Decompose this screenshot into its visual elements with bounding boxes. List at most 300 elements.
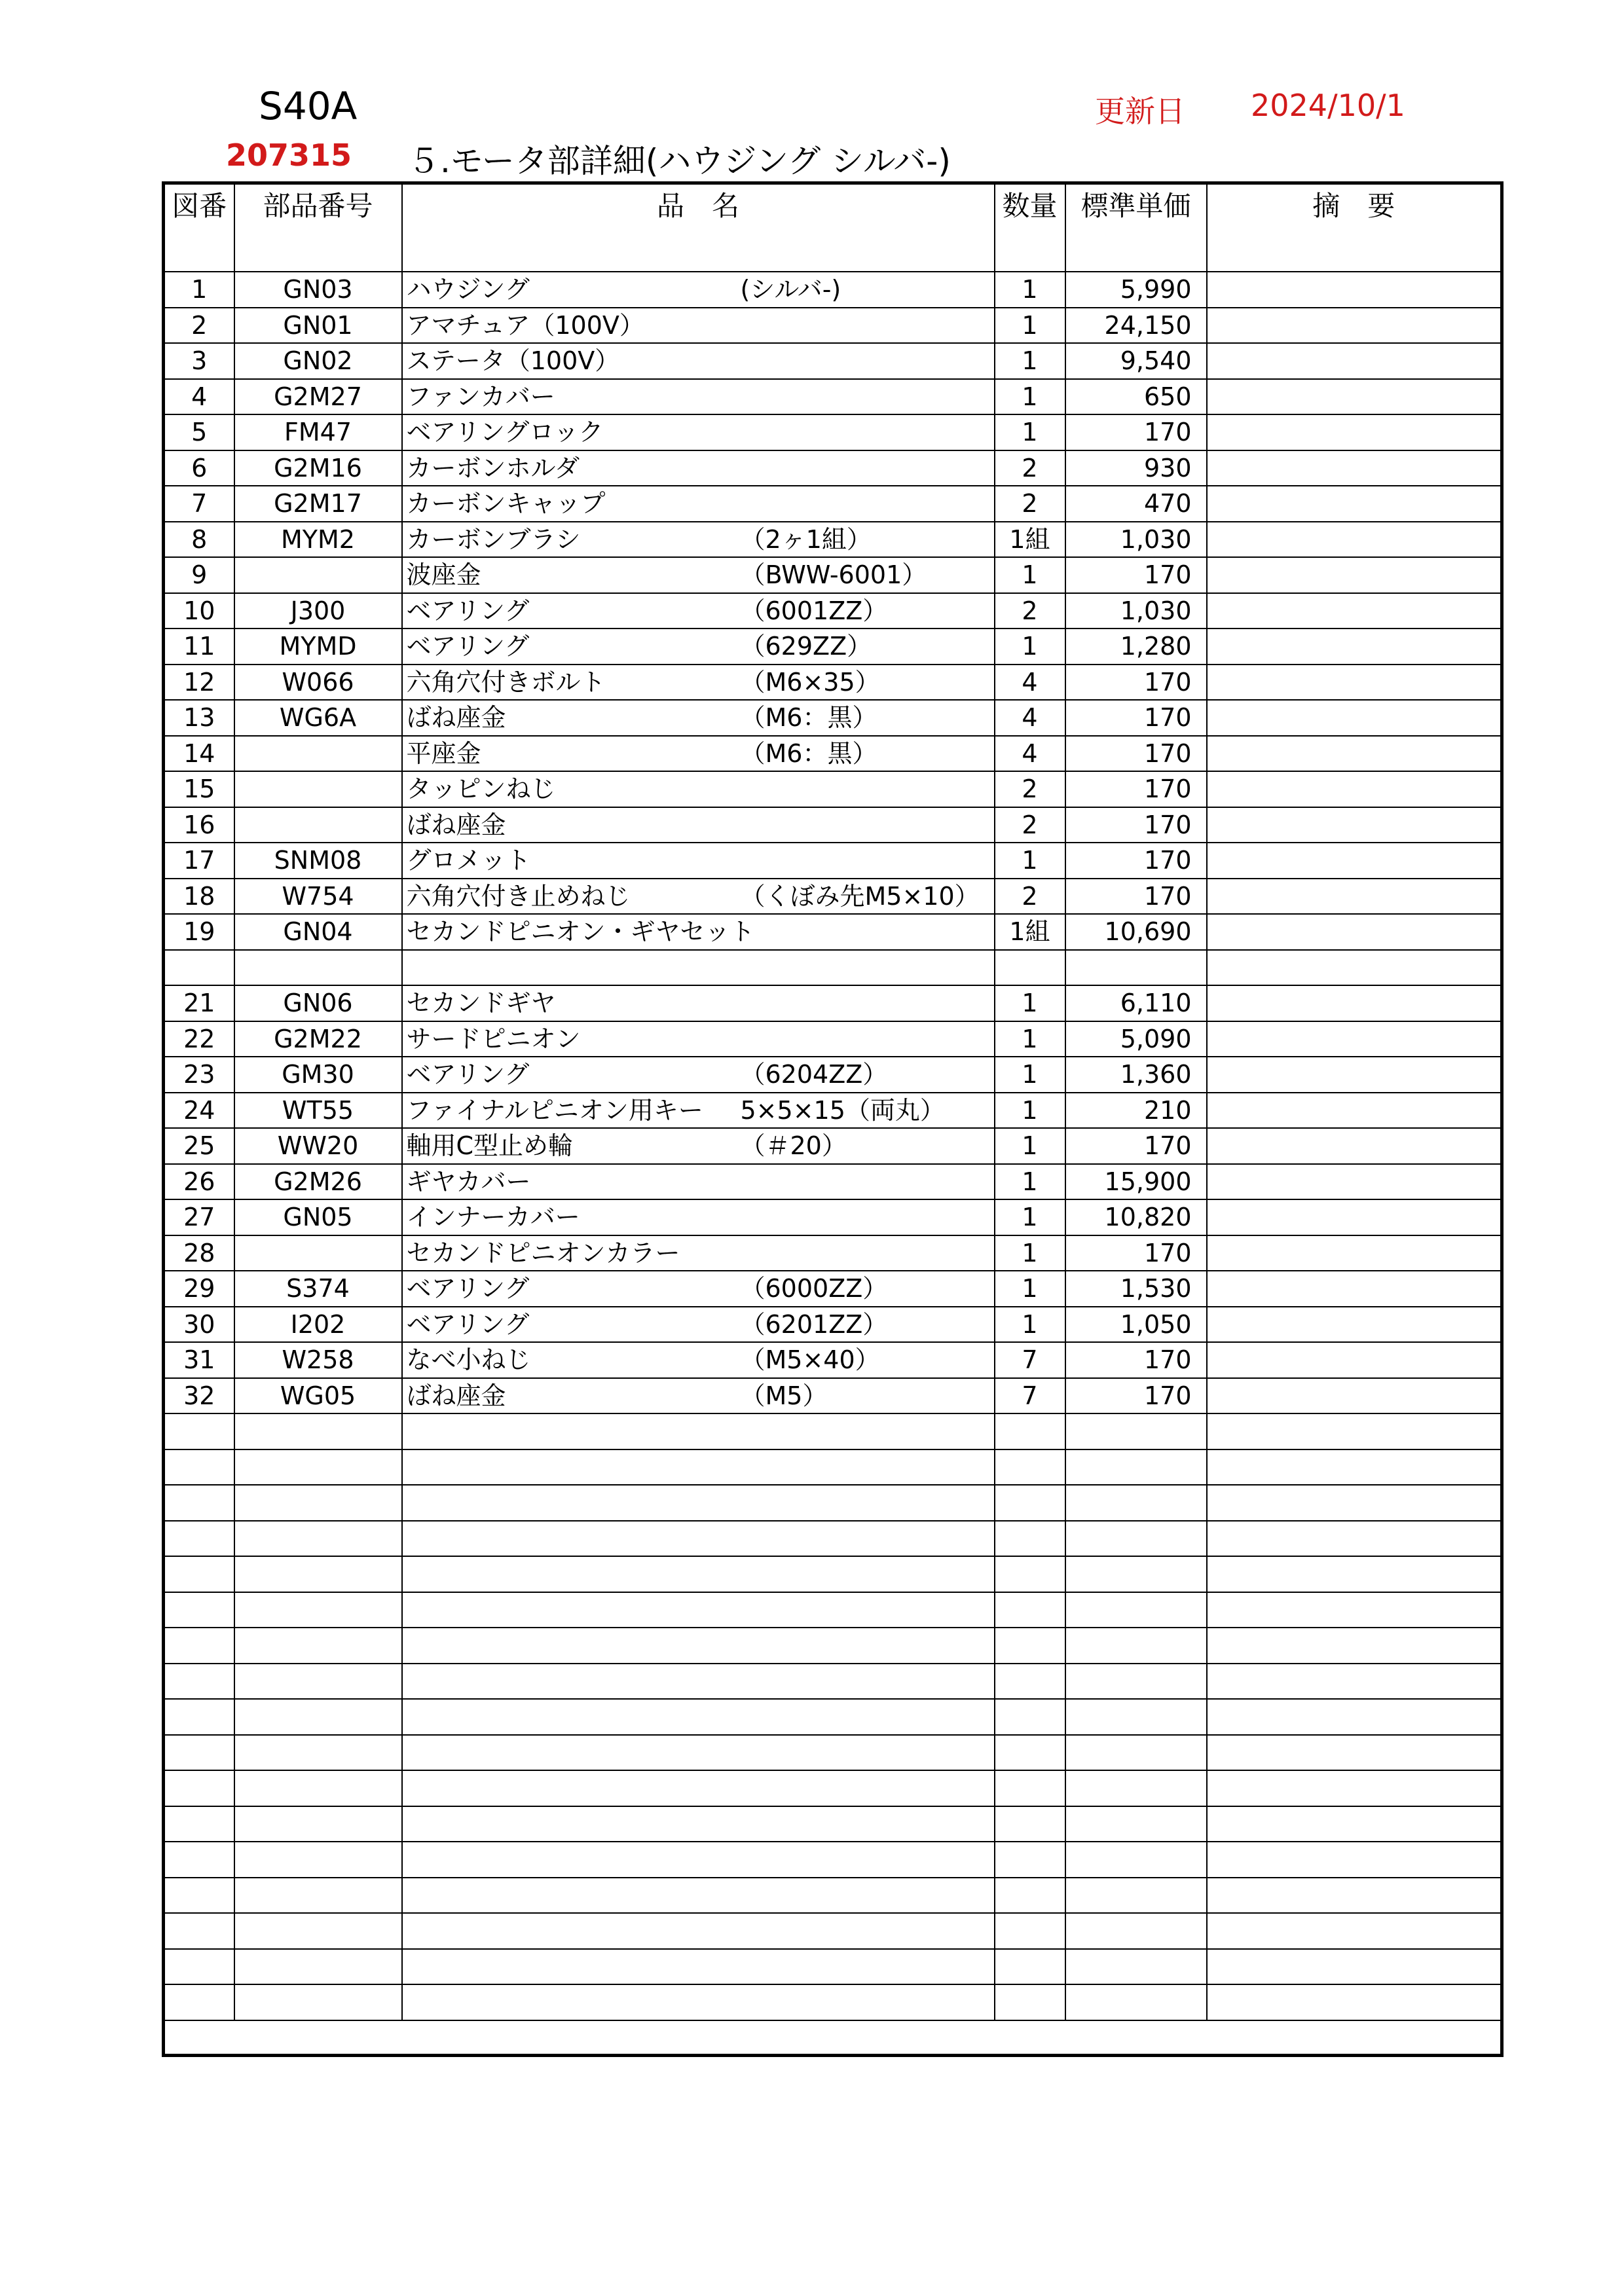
cell-note: [1207, 1913, 1502, 1949]
cell-price: 170: [1065, 1342, 1207, 1378]
part-name-text: アマチュア（100V）: [406, 310, 644, 340]
cell-price: 5,090: [1065, 1021, 1207, 1057]
part-name-text: なべ小ねじ: [406, 1345, 531, 1375]
cell-qty: 1: [995, 1235, 1065, 1271]
part-spec-text: （2ヶ1組）: [740, 524, 872, 554]
cell-note: [1207, 1842, 1502, 1878]
table-row: [164, 1378, 1502, 1414]
updated-date: 2024/10/1: [1251, 88, 1405, 123]
cell-price: [1065, 1949, 1207, 1985]
cell-note: [1207, 736, 1502, 772]
cell-price: [1065, 1699, 1207, 1735]
cell-qty: 1: [995, 1307, 1065, 1343]
table-row: [164, 700, 1502, 736]
cell-fig: [164, 1770, 234, 1806]
cell-part-name: [402, 736, 995, 772]
table-row: [164, 1199, 1502, 1235]
cell-fig: [164, 1913, 234, 1949]
cell-note: [1207, 1449, 1502, 1485]
part-name-text: ハウジング: [406, 275, 530, 304]
cell-part-name: [402, 1735, 995, 1771]
cell-part-name: [402, 1806, 995, 1842]
cell-part-name: [402, 1021, 995, 1057]
cell-fig: 14: [164, 736, 234, 772]
part-spec-text: 5×5×15（両丸）: [740, 1095, 945, 1125]
cell-qty: 1: [995, 343, 1065, 379]
part-name-text: ばね座金: [406, 1381, 506, 1410]
cell-part-name: [402, 414, 995, 450]
cell-price: 170: [1065, 1128, 1207, 1164]
cell-fig: [164, 1449, 234, 1485]
cell-qty: [995, 1628, 1065, 1664]
cell-price: 1,530: [1065, 1271, 1207, 1307]
cell-qty: 1: [995, 985, 1065, 1021]
cell-fig: 10: [164, 593, 234, 629]
part-name-text: ステータ（100V）: [406, 346, 620, 376]
cell-qty: 1: [995, 308, 1065, 344]
cell-part-code: S374: [234, 1271, 402, 1307]
cell-fig: 29: [164, 1271, 234, 1307]
cell-part-code: WG05: [234, 1378, 402, 1414]
cell-note: [1207, 414, 1502, 450]
part-spec-text: （6201ZZ）: [740, 1309, 888, 1339]
cell-part-code: [234, 1984, 402, 2020]
cell-price: 6,110: [1065, 985, 1207, 1021]
table-row: [164, 1806, 1502, 1842]
cell-qty: 1: [995, 1164, 1065, 1200]
cell-part-name: [402, 665, 995, 701]
cell-fig: 9: [164, 557, 234, 593]
table-row: [164, 771, 1502, 807]
table-row: [164, 1342, 1502, 1378]
cell-part-code: WT55: [234, 1093, 402, 1129]
cell-part-name: [402, 1628, 995, 1664]
cell-part-code: J300: [234, 593, 402, 629]
column-header-price: 標準単価: [1065, 183, 1207, 272]
cell-price: 930: [1065, 450, 1207, 486]
cell-part-code: G2M16: [234, 450, 402, 486]
cell-note: [1207, 1592, 1502, 1628]
cell-note: [1207, 1342, 1502, 1378]
cell-price: [1065, 950, 1207, 986]
part-name-text: 六角穴付き止めねじ: [406, 881, 631, 911]
cell-price: [1065, 1878, 1207, 1914]
cell-note: [1207, 1878, 1502, 1914]
table-row: [164, 557, 1502, 593]
table-row: [164, 593, 1502, 629]
part-name-text: ギヤカバー: [406, 1167, 531, 1196]
table-header-row: [164, 183, 1502, 272]
cell-part-code: GN06: [234, 985, 402, 1021]
cell-part-code: SNM08: [234, 843, 402, 879]
cell-qty: 1: [995, 557, 1065, 593]
part-name-text: 平座金: [406, 738, 481, 768]
cell-part-code: [234, 1913, 402, 1949]
cell-part-name: [402, 1556, 995, 1592]
cell-part-code: GN04: [234, 914, 402, 950]
cell-part-code: [234, 557, 402, 593]
cell-qty: 1: [995, 379, 1065, 415]
cell-qty: 1: [995, 1021, 1065, 1057]
cell-note: [1207, 1556, 1502, 1592]
cell-fig: 3: [164, 343, 234, 379]
column-header-fig: 図番: [164, 183, 234, 272]
cell-note: [1207, 593, 1502, 629]
cell-qty: 1: [995, 1128, 1065, 1164]
cell-qty: 4: [995, 665, 1065, 701]
cell-qty: 2: [995, 879, 1065, 915]
table-row: [164, 379, 1502, 415]
cell-part-code: [234, 1664, 402, 1700]
table-row: [164, 950, 1502, 986]
cell-price: 170: [1065, 843, 1207, 879]
cell-part-name: [402, 1664, 995, 1700]
cell-qty: 2: [995, 771, 1065, 807]
cell-part-name: [402, 1271, 995, 1307]
part-name-text: ばね座金: [406, 703, 506, 733]
cell-price: 1,360: [1065, 1057, 1207, 1093]
part-spec-text: （M6：黒）: [740, 703, 877, 733]
table-row: [164, 1235, 1502, 1271]
table-row: [164, 414, 1502, 450]
part-spec-text: (シルバ-): [740, 275, 841, 304]
cell-qty: 1: [995, 414, 1065, 450]
cell-price: 170: [1065, 771, 1207, 807]
cell-part-name: [402, 700, 995, 736]
cell-part-code: GN02: [234, 343, 402, 379]
part-name-text: カーボンホルダ: [406, 453, 580, 483]
table-row: [164, 1413, 1502, 1449]
cell-qty: [995, 1556, 1065, 1592]
cell-fig: 30: [164, 1307, 234, 1343]
table-row: [164, 1913, 1502, 1949]
part-name-text: グロメット: [406, 846, 531, 875]
cell-note: [1207, 1271, 1502, 1307]
cell-part-code: G2M27: [234, 379, 402, 415]
cell-price: 170: [1065, 879, 1207, 915]
table-row: [164, 1556, 1502, 1592]
cell-note: [1207, 1984, 1502, 2020]
cell-note: [1207, 1378, 1502, 1414]
cell-price: [1065, 1413, 1207, 1449]
cell-fig: [164, 1521, 234, 1557]
part-name-text: 六角穴付きボルト: [406, 667, 606, 697]
cell-note: [1207, 1164, 1502, 1200]
cell-note: [1207, 1664, 1502, 1700]
cell-part-name: [402, 1342, 995, 1378]
table-row: [164, 1485, 1502, 1521]
part-spec-text: （くぼみ先M5×10）: [740, 881, 980, 911]
cell-part-code: [234, 1592, 402, 1628]
table-row: [164, 807, 1502, 843]
part-spec-text: （629ZZ）: [740, 632, 872, 661]
cell-part-code: [234, 1735, 402, 1771]
cell-part-name: [402, 985, 995, 1021]
cell-qty: [995, 1806, 1065, 1842]
cell-fig: [164, 1842, 234, 1878]
cell-part-name: [402, 1699, 995, 1735]
part-name-text: ファイナルピニオン用キー: [406, 1095, 703, 1125]
cell-price: 170: [1065, 1235, 1207, 1271]
cell-fig: [164, 1735, 234, 1771]
cell-fig: 17: [164, 843, 234, 879]
cell-note: [1207, 1413, 1502, 1449]
cell-part-name: [402, 1521, 995, 1557]
cell-price: [1065, 1664, 1207, 1700]
cell-part-name: [402, 308, 995, 344]
column-header-name: 品 名: [402, 183, 995, 272]
part-spec-text: （6001ZZ）: [740, 596, 888, 625]
cell-part-code: [234, 1556, 402, 1592]
cell-fig: [164, 1984, 234, 2020]
cell-part-name: [402, 1449, 995, 1485]
cell-note: [1207, 1485, 1502, 1521]
cell-part-code: [234, 1449, 402, 1485]
table-row: [164, 1628, 1502, 1664]
part-name-text: ベアリング: [406, 1309, 530, 1339]
cell-qty: [995, 1699, 1065, 1735]
part-name-text: 波座金: [406, 560, 481, 590]
cell-fig: 11: [164, 629, 234, 665]
cell-fig: [164, 1628, 234, 1664]
cell-part-name: [402, 950, 995, 986]
cell-note: [1207, 486, 1502, 522]
table-row: [164, 914, 1502, 950]
cell-fig: [164, 1878, 234, 1914]
cell-qty: [995, 1913, 1065, 1949]
cell-note: [1207, 629, 1502, 665]
cell-note: [1207, 1307, 1502, 1343]
cell-qty: [995, 950, 1065, 986]
part-spec-text: （＃20）: [740, 1131, 847, 1161]
cell-fig: 13: [164, 700, 234, 736]
cell-note: [1207, 1199, 1502, 1235]
cell-fig: 19: [164, 914, 234, 950]
part-name-text: セカンドピニオンカラー: [406, 1238, 680, 1267]
cell-fig: 28: [164, 1235, 234, 1271]
cell-fig: [164, 1413, 234, 1449]
cell-part-name: [402, 1984, 995, 2020]
cell-part-code: I202: [234, 1307, 402, 1343]
cell-fig: 8: [164, 522, 234, 558]
cell-price: 170: [1065, 414, 1207, 450]
table-row: [164, 1164, 1502, 1200]
cell-part-code: [234, 807, 402, 843]
cell-part-name: [402, 379, 995, 415]
cell-fig: 5: [164, 414, 234, 450]
part-spec-text: （M5）: [740, 1381, 828, 1410]
cell-qty: [995, 1984, 1065, 2020]
table-row: [164, 343, 1502, 379]
cell-qty: 1: [995, 1199, 1065, 1235]
cell-note: [1207, 272, 1502, 308]
cell-part-code: [234, 1878, 402, 1914]
column-header-code: 部品番号: [234, 183, 402, 272]
part-name-text: ばね座金: [406, 810, 506, 839]
cell-price: 5,990: [1065, 272, 1207, 308]
cell-price: 1,050: [1065, 1307, 1207, 1343]
cell-price: 1,030: [1065, 522, 1207, 558]
cell-qty: 7: [995, 1378, 1065, 1414]
cell-part-name: [402, 1307, 995, 1343]
cell-fig: [164, 1949, 234, 1985]
cell-fig: [164, 1699, 234, 1735]
cell-qty: 4: [995, 700, 1065, 736]
cell-qty: 1: [995, 843, 1065, 879]
cell-note: [1207, 557, 1502, 593]
cell-qty: 1組: [995, 522, 1065, 558]
cell-fig: 32: [164, 1378, 234, 1414]
cell-price: 24,150: [1065, 308, 1207, 344]
part-spec-text: （6204ZZ）: [740, 1060, 888, 1089]
cell-part-name: [402, 522, 995, 558]
table-row: [164, 1770, 1502, 1806]
cell-price: 170: [1065, 807, 1207, 843]
updated-label: 更新日: [1095, 94, 1185, 129]
cell-price: 170: [1065, 736, 1207, 772]
part-spec-text: （M5×40）: [740, 1345, 880, 1375]
table-row: [164, 1984, 1502, 2020]
table-row: [164, 736, 1502, 772]
cell-note: [1207, 950, 1502, 986]
cell-qty: [995, 1949, 1065, 1985]
cell-note: [1207, 879, 1502, 915]
cell-part-name: [402, 1057, 995, 1093]
part-spec-text: （6000ZZ）: [740, 1274, 888, 1303]
table-row: [164, 1699, 1502, 1735]
cell-qty: 2: [995, 593, 1065, 629]
table-row: [164, 1735, 1502, 1771]
table-row: [164, 272, 1502, 308]
table-row: [164, 629, 1502, 665]
cell-part-name: [402, 807, 995, 843]
part-name-text: サードピニオン: [406, 1024, 581, 1053]
cell-price: [1065, 1556, 1207, 1592]
cell-part-name: [402, 1770, 995, 1806]
cell-price: [1065, 1521, 1207, 1557]
part-name-text: ベアリング: [406, 596, 530, 625]
cell-part-code: W066: [234, 665, 402, 701]
cell-note: [1207, 1949, 1502, 1985]
cell-qty: 1組: [995, 914, 1065, 950]
column-header-qty: 数量: [995, 183, 1065, 272]
table-row: [164, 1842, 1502, 1878]
cell-note: [1207, 771, 1502, 807]
cell-part-code: [234, 736, 402, 772]
cell-part-name: [402, 1128, 995, 1164]
cell-qty: [995, 1664, 1065, 1700]
cell-note: [1207, 1521, 1502, 1557]
cell-fig: 12: [164, 665, 234, 701]
cell-fig: 4: [164, 379, 234, 415]
cell-part-name: [402, 1378, 995, 1414]
cell-note: [1207, 1806, 1502, 1842]
part-spec-text: （M6：黒）: [740, 738, 877, 768]
part-spec-text: （M6×35）: [740, 667, 880, 697]
part-name-text: インナーカバー: [406, 1203, 580, 1232]
table-row: [164, 1949, 1502, 1985]
cell-part-name: [402, 1842, 995, 1878]
cell-price: 9,540: [1065, 343, 1207, 379]
cell-part-name: [402, 1199, 995, 1235]
part-name-text: セカンドピニオン・ギヤセット: [406, 917, 755, 947]
cell-part-name: [402, 343, 995, 379]
cell-price: [1065, 1842, 1207, 1878]
table-row: [164, 522, 1502, 558]
cell-price: 170: [1065, 557, 1207, 593]
cell-qty: [995, 1413, 1065, 1449]
cell-price: 170: [1065, 1378, 1207, 1414]
cell-note: [1207, 379, 1502, 415]
cell-price: [1065, 1735, 1207, 1771]
cell-part-code: [234, 1806, 402, 1842]
table-row: [164, 1057, 1502, 1093]
cell-part-code: G2M26: [234, 1164, 402, 1200]
cell-fig: 2: [164, 308, 234, 344]
cell-note: [1207, 985, 1502, 1021]
cell-part-code: GM30: [234, 1057, 402, 1093]
cell-fig: [164, 1485, 234, 1521]
cell-part-code: G2M17: [234, 486, 402, 522]
cell-price: 470: [1065, 486, 1207, 522]
cell-price: 1,030: [1065, 593, 1207, 629]
cell-note: [1207, 1628, 1502, 1664]
cell-qty: [995, 1842, 1065, 1878]
cell-note: [1207, 522, 1502, 558]
cell-part-name: [402, 843, 995, 879]
cell-fig: [164, 1664, 234, 1700]
cell-part-code: MYM2: [234, 522, 402, 558]
cell-part-name: [402, 1913, 995, 1949]
cell-price: [1065, 1485, 1207, 1521]
cell-fig: 31: [164, 1342, 234, 1378]
part-name-text: ベアリング: [406, 1274, 530, 1303]
cell-fig: 27: [164, 1199, 234, 1235]
cell-qty: 4: [995, 736, 1065, 772]
cell-qty: 1: [995, 1093, 1065, 1129]
cell-part-name: [402, 1235, 995, 1271]
cell-qty: [995, 1485, 1065, 1521]
cell-price: 170: [1065, 665, 1207, 701]
cell-note: [1207, 807, 1502, 843]
cell-qty: [995, 1735, 1065, 1771]
cell-part-code: G2M22: [234, 1021, 402, 1057]
part-name-text: セカンドギヤ: [406, 989, 556, 1018]
footer-cell: [164, 2020, 1502, 2056]
part-name-text: ベアリング: [406, 632, 530, 661]
cell-part-name: [402, 629, 995, 665]
cell-fig: [164, 1556, 234, 1592]
table-row: [164, 1449, 1502, 1485]
cell-note: [1207, 1699, 1502, 1735]
table-row: [164, 1878, 1502, 1914]
cell-part-name: [402, 593, 995, 629]
cell-part-code: [234, 1628, 402, 1664]
cell-note: [1207, 450, 1502, 486]
part-name-text: カーボンブラシ: [406, 524, 581, 554]
cell-qty: 1: [995, 1057, 1065, 1093]
cell-part-name: [402, 1485, 995, 1521]
cell-fig: 6: [164, 450, 234, 486]
cell-qty: 1: [995, 629, 1065, 665]
cell-note: [1207, 1057, 1502, 1093]
cell-qty: [995, 1521, 1065, 1557]
cell-fig: 25: [164, 1128, 234, 1164]
table-row: [164, 308, 1502, 344]
cell-part-code: [234, 1949, 402, 1985]
cell-price: 1,280: [1065, 629, 1207, 665]
cell-qty: 2: [995, 486, 1065, 522]
